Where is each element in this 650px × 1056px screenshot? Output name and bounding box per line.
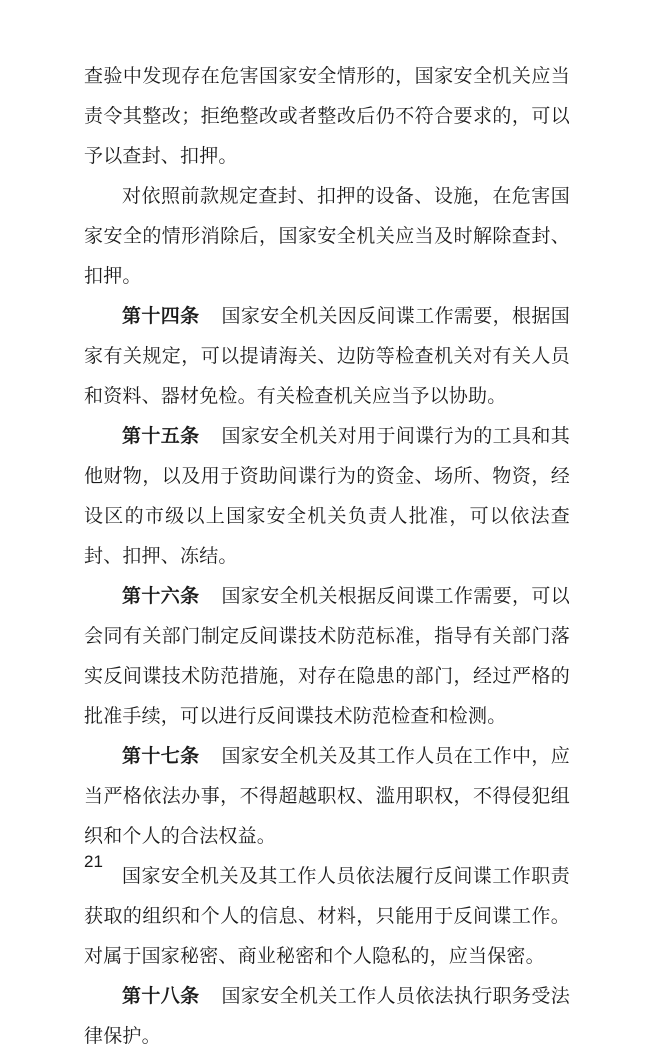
article-18 — [84, 976, 570, 1056]
paragraph-text: 国家安全机关根据反间谍工作需要，可以会同有关部门制定反间谍技术防范标准，指导有关部门落实反间谍技术防范措施，对存在隐患的部门，经过严格的批准手续，可以进行反间谍技术防范检查和检测。 — [84, 585, 570, 727]
article-number: 第十七条 — [122, 745, 200, 767]
paragraph-text: 国家安全机关对用于间谍行为的工具和其他财物，以及用于资助间谍行为的资金、场所、物资，经设区的市级以上国家安全机关负责人批准，可以依法查封、扣押、冻结。 — [84, 425, 570, 567]
article-17-paragraph-2 — [84, 856, 570, 976]
article-15 — [84, 416, 570, 576]
paragraph-text: 国家安全机关及其工作人员依法履行反间谍工作职责获取的组织和个人的信息、材料，只能用于反间谍工作。对属于国家秘密、商业秘密和个人隐私的，应当保密。 — [84, 865, 570, 967]
article-14 — [84, 296, 570, 416]
paragraph-text: 国家安全机关及其工作人员在工作中，应当严格依法办事，不得超越职权、滥用职权，不得侵犯组织和个人的合法权益。 — [84, 745, 570, 847]
article-number: 第十五条 — [122, 425, 200, 447]
paragraph-1 — [84, 56, 570, 176]
page-number: 21 — [84, 852, 103, 871]
article-17 — [84, 736, 570, 856]
article-number: 第十六条 — [122, 585, 200, 607]
article-16 — [84, 576, 570, 736]
paragraph-text: 国家安全机关工作人员依法执行职务受法律保护。 — [84, 985, 570, 1047]
paragraph-2 — [84, 176, 570, 296]
article-number: 第十八条 — [122, 985, 200, 1007]
paragraph-text: 对依照前款规定查封、扣押的设备、设施，在危害国家安全的情形消除后，国家安全机关应当及时解除查封、扣押。 — [84, 185, 570, 287]
document-body — [84, 56, 570, 1056]
paragraph-text: 查验中发现存在危害国家安全情形的，国家安全机关应当责令其整改；拒绝整改或者整改后仍不符合要求的，可以予以查封、扣押。 — [84, 65, 570, 167]
paragraph-text: 国家安全机关因反间谍工作需要，根据国家有关规定，可以提请海关、边防等检查机关对有关人员和资料、器材免检。有关检查机关应当予以协助。 — [84, 305, 570, 407]
article-number: 第十四条 — [122, 305, 200, 327]
